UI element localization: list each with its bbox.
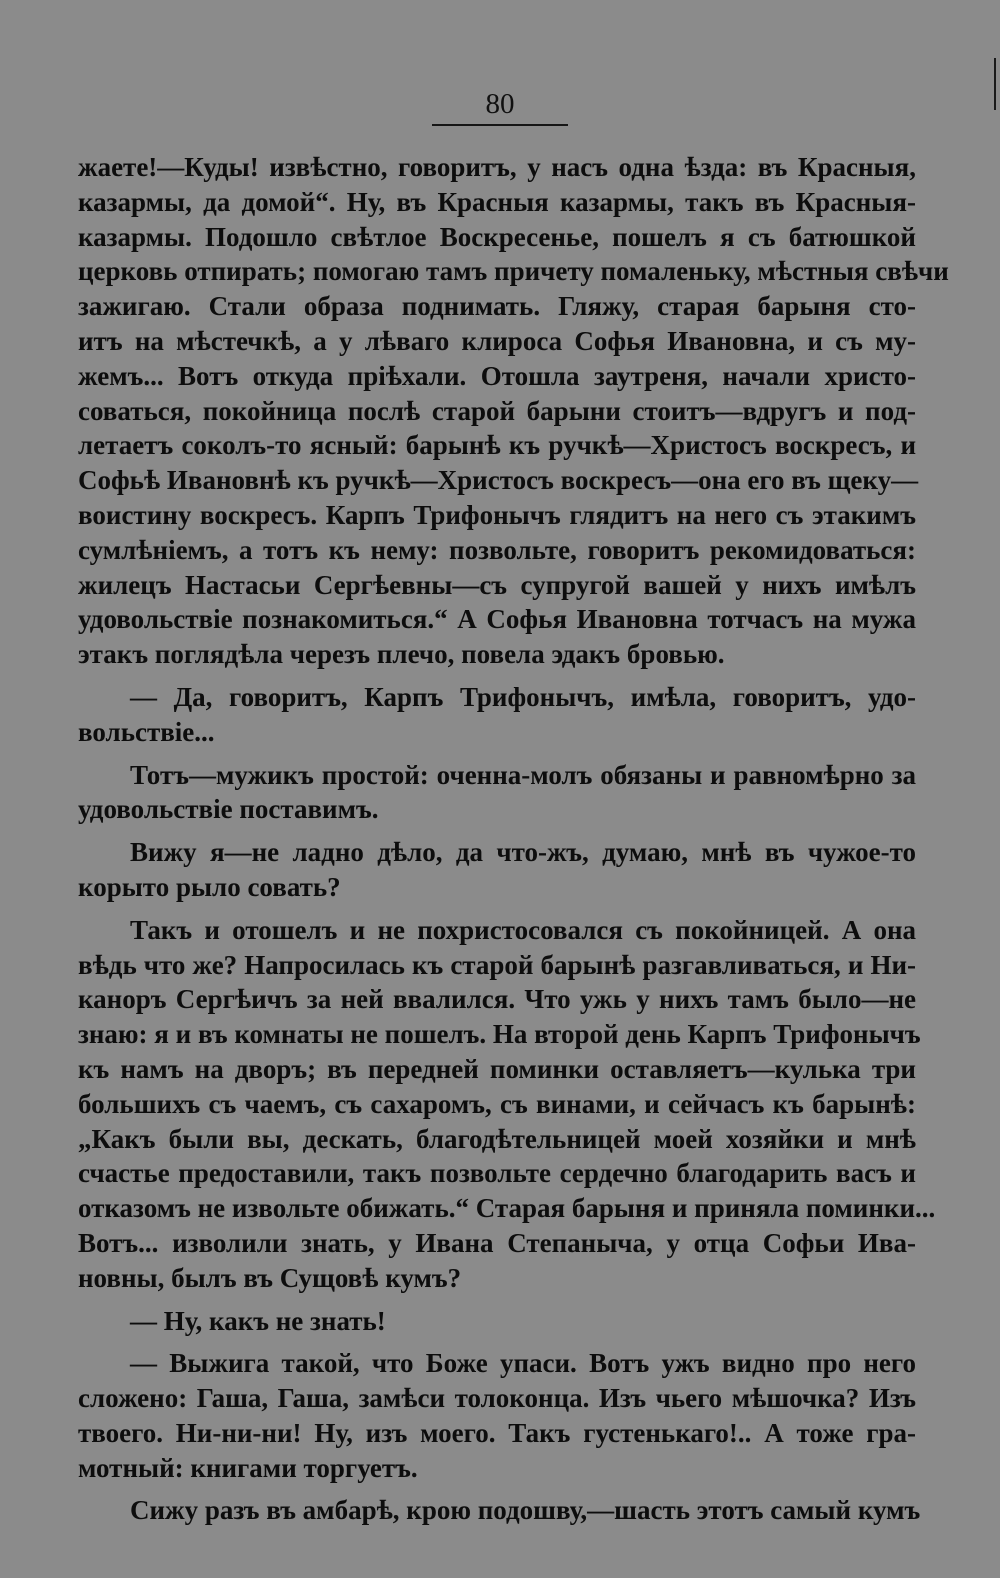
text-line: Такъ и отошелъ и не похристосовался съ покойницей. А она [130, 914, 916, 945]
text-line: церковь отпирать; помогаю тамъ причету помаленьку, мѣстныя свѣчи [78, 256, 949, 287]
text-line: каноръ Сергѣичъ за ней ввалился. Что ужь у нихъ тамъ было—не [78, 984, 916, 1015]
text-line: твоего. Ни-ни-ни! Ну, изъ моего. Такъ густенькаго!.. А тоже гра- [78, 1417, 916, 1448]
text-line: удовольствіе познакомиться.“ А Софья Ивановна тотчасъ на мужа [78, 604, 916, 635]
text-line: — Выжига такой, что Боже упаси. Вотъ ужъ видно про него [130, 1348, 916, 1379]
paragraph [78, 758, 916, 828]
text-line: новны, былъ въ Сущовѣ кумъ? [78, 1262, 462, 1293]
paragraph [78, 835, 916, 905]
text-line: Вижу я—не ладно дѣло, да что-жъ, думаю, мнѣ въ чужое-то [130, 837, 916, 868]
text-line: итъ на мѣстечкѣ, а у лѣваго клироса Софья Ивановна, и съ му- [78, 325, 916, 356]
text-line: зажигаю. Стали образа поднимать. Гляжу, старая барыня сто- [78, 291, 916, 322]
text-line: Тотъ—мужикъ простой: оченна-молъ обязаны и равномѣрно за [130, 759, 916, 790]
text-line: счастье предоставили, такъ позвольте сердечно благодарить васъ и [78, 1158, 916, 1189]
text-line: Софьѣ Ивановнѣ къ ручкѣ—Христосъ воскресъ—она его въ щеку— [78, 465, 919, 496]
paragraph [78, 1493, 921, 1528]
paragraph [78, 1304, 916, 1339]
text-line: жаете!—Куды! извѣстно, говоритъ, у насъ одна ѣзда: въ Красныя, [78, 152, 916, 182]
text-line: Вотъ... изволили знать, у Ивана Степаныча, у отца Софьи Ива- [78, 1227, 916, 1258]
text-line: соваться, покойница послѣ старой барыни стоитъ—вдругъ и под- [78, 395, 916, 426]
text-line: сложено: Гаша, Гаша, замѣси толоконца. Изъ чьего мѣшочка? Изъ [78, 1383, 916, 1414]
text-line: воистину воскресъ. Карпъ Трифонычъ глядитъ на него съ этакимъ [78, 499, 916, 530]
body-text [78, 150, 949, 1528]
text-line: большихъ съ чаемъ, съ сахаромъ, съ винами, и сейчасъ къ барынѣ: [78, 1088, 916, 1119]
text-line: сумлѣніемъ, а тотъ къ нему: позвольте, говоритъ рекомидоваться: [78, 534, 916, 565]
text-line: летаетъ соколъ-то ясный: барынѣ къ ручкѣ—Христосъ воскресъ, и [78, 430, 916, 461]
text-line: знаю: я и въ комнаты не пошелъ. На второй день Карпъ Трифонычъ [78, 1019, 921, 1050]
text-line: удовольствіе поставимъ. [78, 794, 379, 825]
text-line: Сижу разъ въ амбарѣ, крою подошву,—шасть этотъ самый кумъ [130, 1495, 921, 1526]
paragraph [78, 1346, 916, 1485]
text-line: жилецъ Настасьи Сергѣевны—съ супругой вашей у нихъ имѣлъ [78, 569, 916, 600]
paragraph [78, 150, 949, 672]
paragraph [78, 913, 936, 1296]
paragraph [78, 680, 916, 750]
text-line: казармы, да домой“. Ну, въ Красныя казармы, такъ въ Красныя- [78, 186, 916, 217]
page-number: 80 [485, 88, 515, 120]
text-line: казармы. Подошло свѣтлое Воскресенье, пошелъ я съ батюшкой [78, 221, 916, 252]
text-line: — Да, говоритъ, Карпъ Трифонычъ, имѣла, говоритъ, удо- [130, 681, 916, 712]
text-line: жемъ... Вотъ откуда пріѣхали. Отошла заутреня, начали христо- [78, 360, 916, 391]
text-line: къ намъ на дворъ; въ передней поминки оставляетъ—кулька три [78, 1053, 916, 1084]
text-line: — Ну, какъ не знать! [130, 1305, 386, 1336]
text-line: вольствіе... [78, 716, 215, 747]
text-line: корыто рыло совать? [78, 871, 341, 902]
text-line: „Какъ были вы, дескать, благодѣтельницей моей хозяйки и мнѣ [78, 1123, 916, 1154]
text-line: мотный: книгами торгуетъ. [78, 1452, 418, 1483]
text-line: вѣдь что же? Напросилась къ старой барынѣ разгавливаться, и Ни- [78, 949, 916, 980]
text-line: отказомъ не извольте обижать.“ Старая барыня и приняла поминки... [78, 1193, 936, 1224]
header-rule [432, 124, 568, 126]
text-line: этакъ поглядѣла черезъ плечо, повела эдакъ бровью. [78, 639, 725, 670]
